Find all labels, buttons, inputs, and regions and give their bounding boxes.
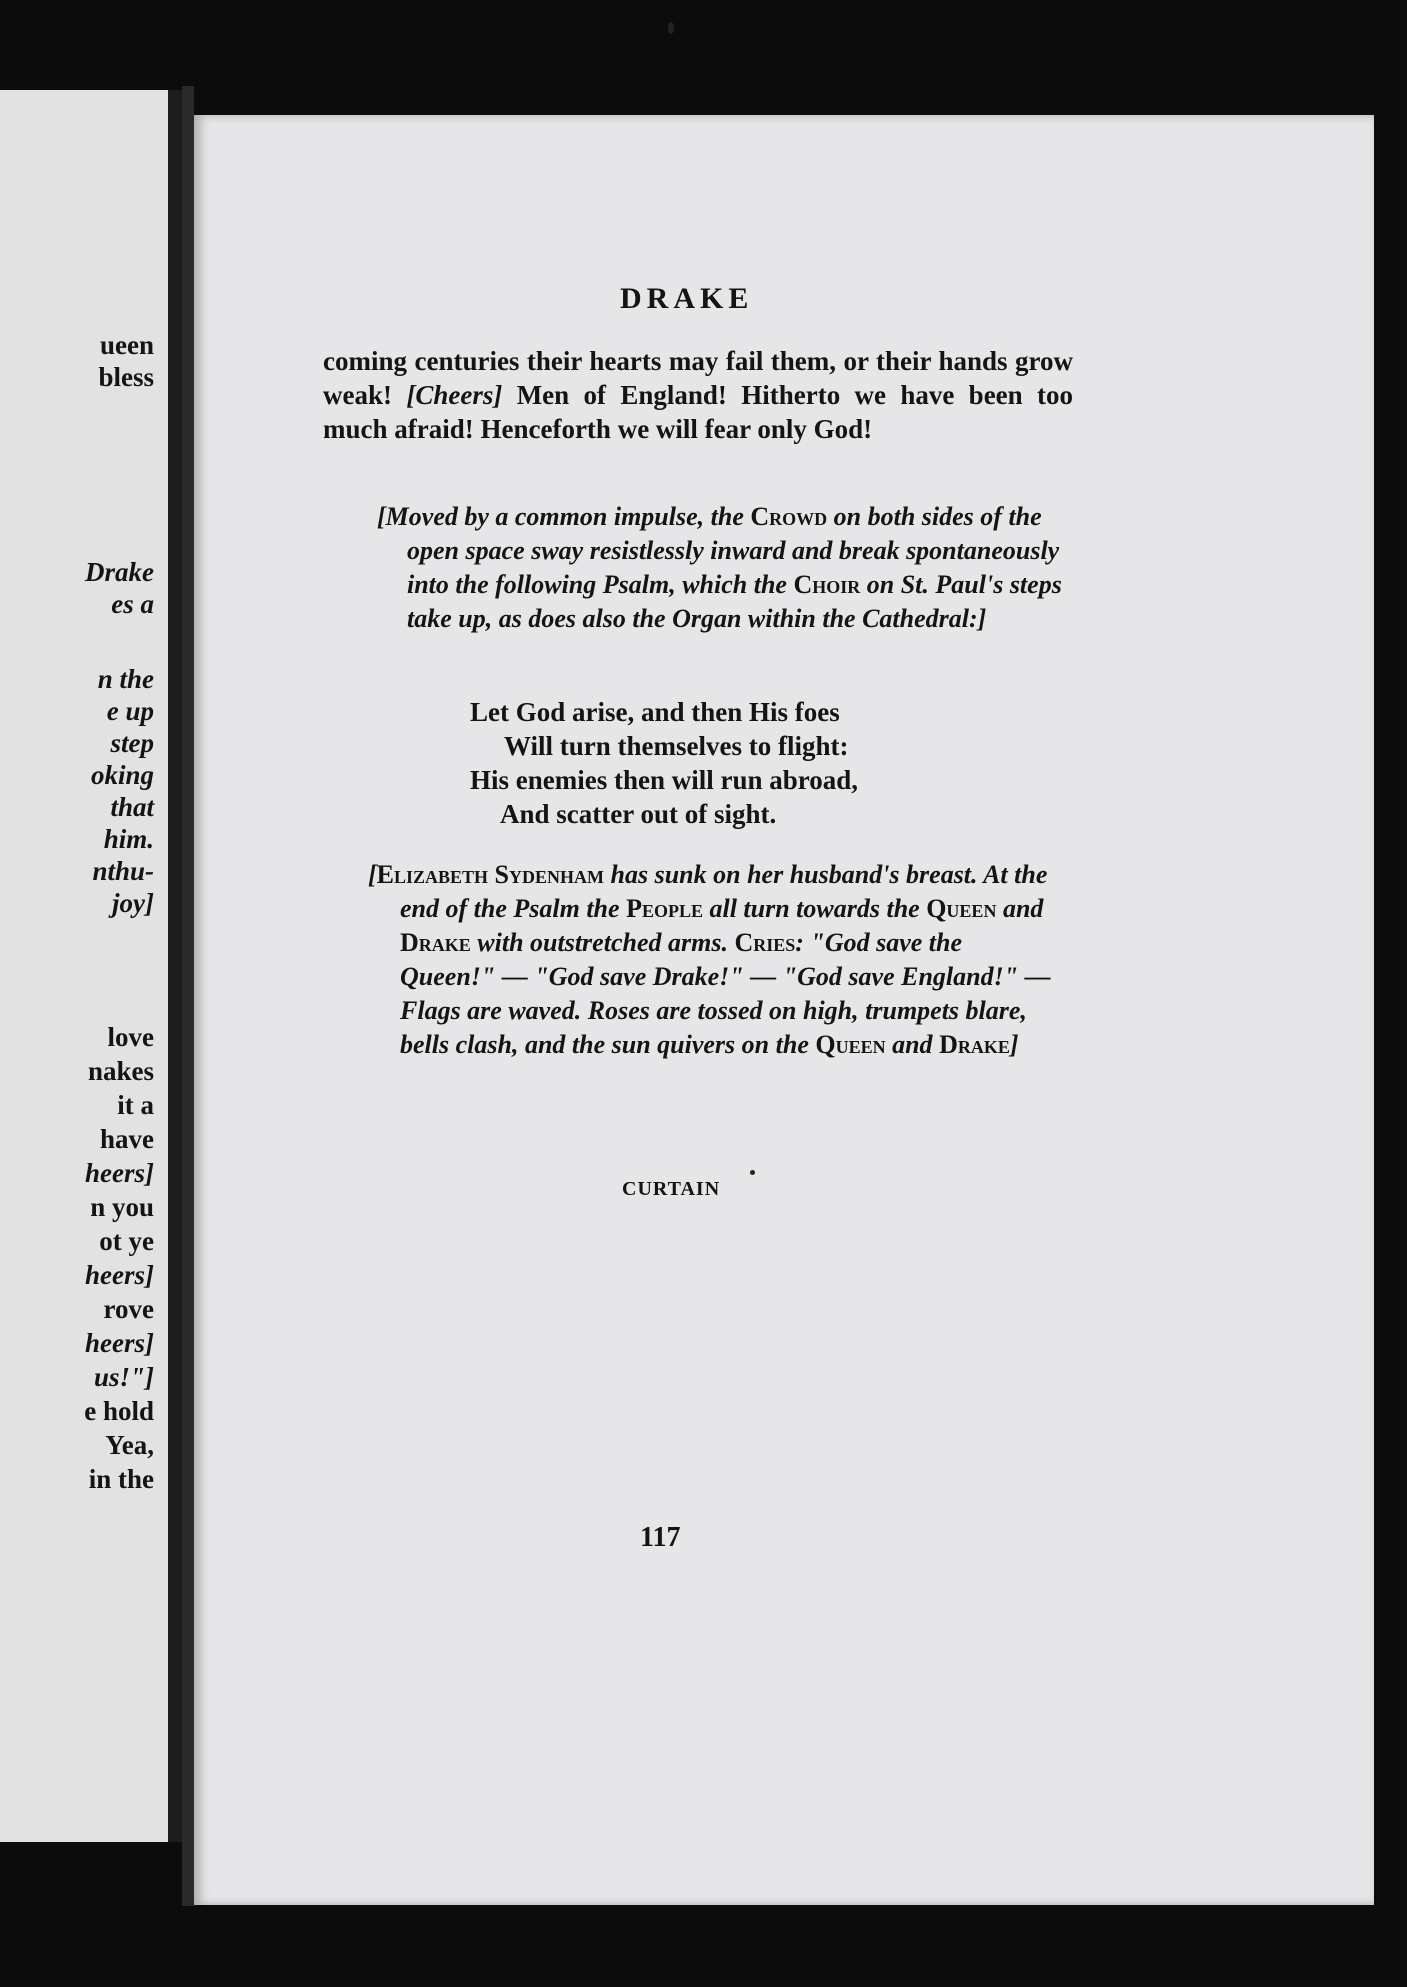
dir2-part-c: all turn towards the [709, 894, 920, 923]
left-page-line: us!"] [93, 1362, 154, 1392]
dir1-part-a: [Moved by a common impulse, the [377, 502, 744, 531]
stage-direction-psalm [377, 500, 1067, 636]
left-page-line: es a [111, 589, 154, 619]
left-page-line: love [107, 1022, 154, 1052]
curtain-label: CURTAIN [622, 1178, 721, 1200]
left-page-line: that [110, 792, 154, 822]
left-page-line: him. [103, 824, 154, 854]
dir1-part-c: on St. Paul's steps take up, as does also the Organ within the Cathedral:] [407, 570, 1062, 633]
psalm-line: Will turn themselves to flight: [504, 731, 849, 761]
left-page-line: in the [88, 1464, 154, 1494]
speech-part-2: Men of England! Hitherto we have been too much afraid! Henceforth we will fear only God! [323, 380, 1074, 444]
speech-paragraph [323, 344, 1073, 446]
left-page-line: rove [103, 1294, 154, 1324]
cries-label: Cries [734, 928, 796, 957]
psalm-verse [470, 695, 858, 831]
people-name: People [626, 894, 703, 923]
left-page-line: n the [97, 664, 154, 694]
ink-speck [750, 1170, 755, 1175]
dir2-part-b: has sunk on her husband's breast. At the end of the Psalm the [400, 860, 1048, 923]
dir1-part-b: on both sides of the open space sway resistlessly inward and break spontaneously into the following Psalm, which the [407, 502, 1060, 599]
left-page-line: bless [98, 362, 154, 392]
left-page-line: heers] [85, 1158, 154, 1188]
stage-direction-finale [368, 858, 1058, 1062]
psalm-line: His enemies then will run abroad, [470, 765, 859, 795]
left-page-fragment [0, 90, 182, 1842]
stage-direction-1-text [377, 500, 1067, 636]
speech-text [323, 344, 1073, 446]
left-page-line: n you [90, 1192, 154, 1222]
dir2-bracket-close: ] [1009, 1030, 1019, 1059]
crowd-name: Crowd [750, 502, 828, 531]
left-page-line: Yea, [105, 1430, 154, 1460]
queen-name: Queen [815, 1030, 886, 1059]
psalm-line: And scatter out of sight. [500, 799, 777, 829]
stage-direction-2-text [368, 858, 1058, 1062]
elizabeth-name: Elizabeth Sydenham [376, 860, 604, 889]
left-page-line: ot ye [99, 1226, 154, 1256]
book-gutter [182, 86, 194, 1906]
left-page-line: ueen [100, 330, 154, 360]
ink-speck [668, 22, 674, 34]
dir2-part-e: with outstretched arms. [477, 928, 728, 957]
left-page-line: it a [117, 1090, 154, 1120]
left-page-line: e up [106, 696, 154, 726]
running-header: DRAKE [620, 282, 754, 315]
dir2-part-d: and [1002, 894, 1044, 923]
choir-name: Choir [793, 570, 861, 599]
left-page-line: nakes [87, 1056, 154, 1086]
page-number: 117 [640, 1522, 681, 1553]
drake-name: Drake [939, 1030, 1010, 1059]
dir2-part-f: : "God save the Queen!" — "God save Drake!" — "God save England!" — Flags are waved. Roses are tossed on high, trumpets blare, bells clash, and the sun quivers on the [400, 928, 1051, 1059]
drake-name: Drake [400, 928, 471, 957]
cheers-direction: [Cheers] [406, 380, 503, 410]
left-page-line: e hold [84, 1396, 154, 1426]
left-page-line: Drake [85, 557, 154, 587]
psalm-line: Let God arise, and then His foes [470, 697, 840, 727]
left-page-line: heers] [85, 1260, 154, 1290]
speech-part-1: coming centuries their hearts may fail them, or their hands grow weak! [323, 346, 1073, 410]
dir2-bracket-open: [ [368, 860, 377, 889]
left-page-line: heers] [85, 1328, 154, 1358]
left-page-line: nthu- [92, 856, 154, 886]
queen-name: Queen [926, 894, 997, 923]
left-page-line: have [100, 1124, 154, 1154]
left-page-line: step [110, 728, 154, 758]
dir2-part-g: and [892, 1030, 933, 1059]
left-page-line: oking [90, 760, 154, 790]
left-page-line: joy] [112, 888, 154, 918]
